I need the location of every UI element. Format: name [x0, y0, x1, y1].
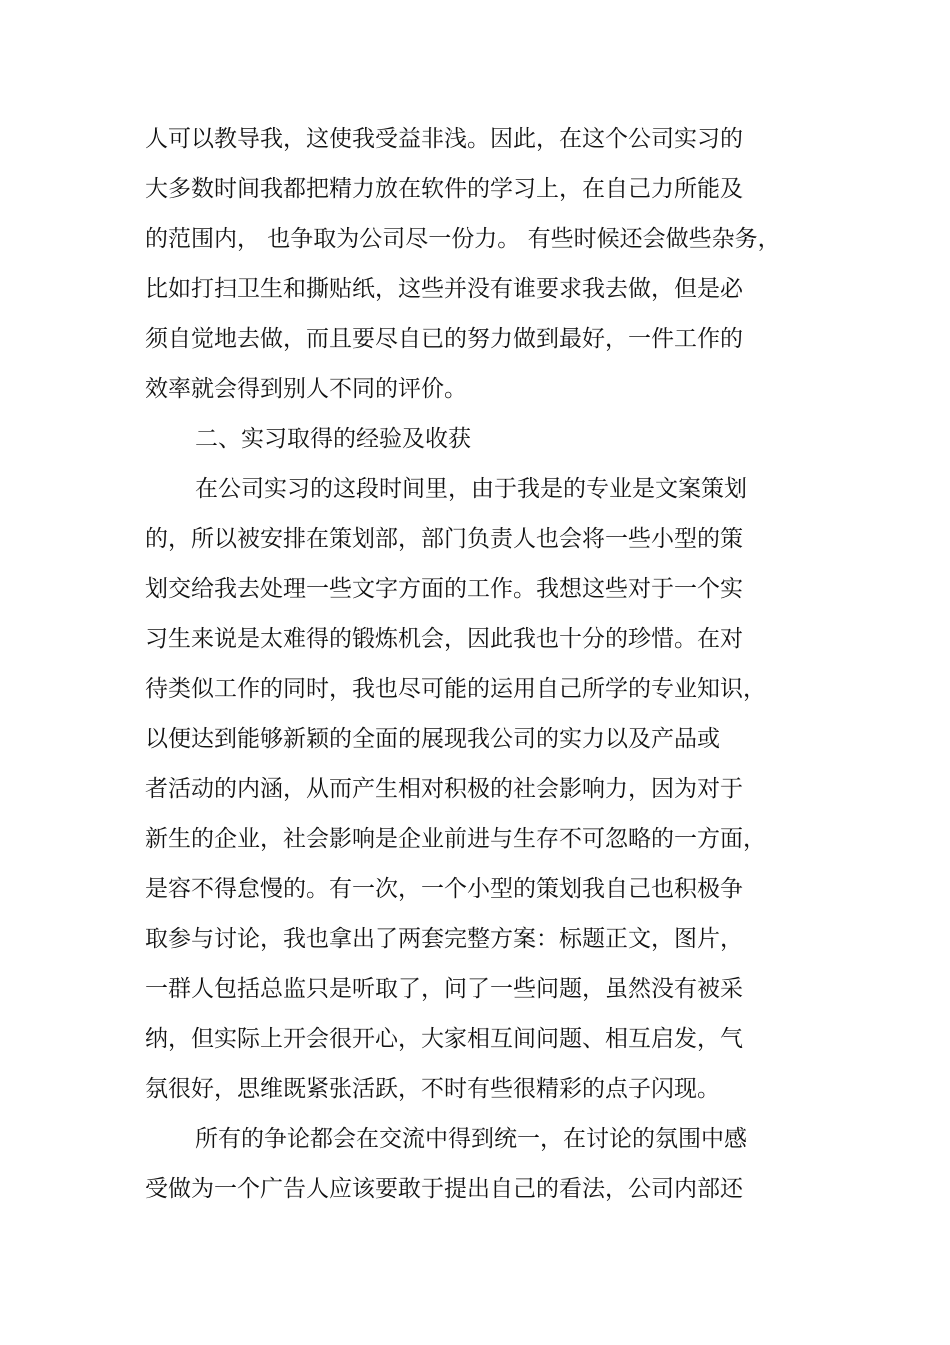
text-line: 纳，但实际上开会很开心，大家相互间问题、相互启发，气	[145, 1026, 743, 1052]
text-line: 大多数时间我都把精力放在软件的学习上，在自己力所能及	[145, 176, 743, 202]
text-line: 新生的企业，社会影响是企业前进与生存不可忽略的一方面，	[145, 826, 766, 852]
text-line: 须自觉地去做，而且要尽自已的努力做到最好，一件工作的	[145, 326, 743, 352]
text-line: 效率就会得到别人不同的评价。	[145, 376, 467, 402]
text-line: 氛很好，思维既紧张活跃，不时有些很精彩的点子闪现。	[145, 1076, 720, 1102]
text-line: 划交给我去处理一些文字方面的工作。我想这些对于一个实	[145, 576, 743, 602]
text-line: 的范围内， 也争取为公司尽一份力。 有些时候还会做些杂务，	[145, 226, 781, 252]
text-line: 者活动的内涵，从而产生相对积极的社会影响力，因为对于	[145, 776, 743, 802]
text-line: 人可以教导我，这使我受益非浅。因此，在这个公司实习的	[145, 126, 743, 152]
text-line: 比如打扫卫生和撕贴纸，这些并没有谁要求我去做，但是必	[145, 276, 743, 302]
section-heading: 二、实习取得的经验及收获	[195, 426, 471, 452]
text-line: 在公司实习的这段时间里，由于我是的专业是文案策划	[195, 476, 747, 502]
text-line: 以便达到能够新颖的全面的展现我公司的实力以及产品或	[145, 726, 720, 752]
text-line: 待类似工作的同时，我也尽可能的运用自己所学的专业知识，	[145, 676, 766, 702]
text-line: 所有的争论都会在交流中得到统一，在讨论的氛围中感	[195, 1126, 747, 1152]
text-line: 取参与讨论，我也拿出了两套完整方案：标题正文，图片，	[145, 926, 743, 952]
text-line: 一群人包括总监只是听取了，问了一些问题，虽然没有被采	[145, 976, 743, 1002]
text-line: 是容不得怠慢的。有一次，一个小型的策划我自己也积极争	[145, 876, 743, 902]
text-line: 习生来说是太难得的锻炼机会，因此我也十分的珍惜。在对	[145, 626, 743, 652]
text-line: 的，所以被安排在策划部，部门负责人也会将一些小型的策	[145, 526, 743, 552]
text-line: 受做为一个广告人应该要敢于提出自己的看法，公司内部还	[145, 1176, 743, 1202]
